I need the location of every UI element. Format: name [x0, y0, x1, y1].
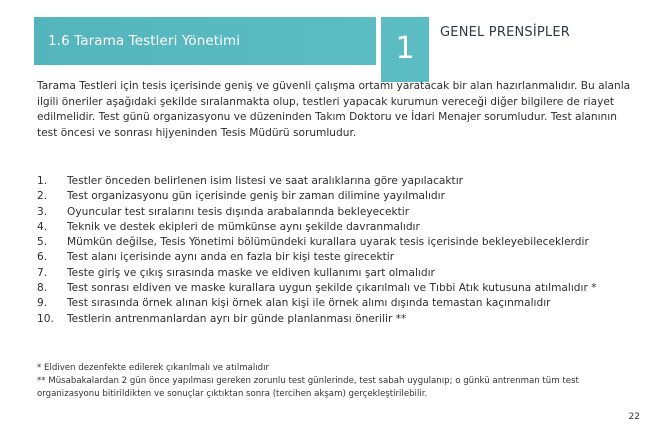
footnote-2: ** Müsabakalardan 2 gün önce yapılması gereken zorunlu test günlerinde, test sabah uygulanıp; o günkü antrenman tüm test organizasyonu bitirildikten ve sonuçlar çıktıktan sonra (tercihen akşam) gerçekleştirilebilir.	[37, 376, 579, 400]
intro-text: Tarama Testleri için tesis içerisinde geniş ve güvenli çalışma ortamı yaratacak bir alan hazırlanmalıdır. Bu alanla ilgili öneriler aşağıdaki şekilde sıralanmakta olup, testleri yapacak kurumun vereceği diğer bilgilere de riayet edilmelidir. Test günü organizasyonu ve düzeninden Takım Doktoru ve İdari Menajer sorumludur. Test alanının test öncesi ve sonrası hijyeninden Tesis Müdürü sorumludur.	[37, 80, 631, 139]
footnote-1: * Eldiven dezenfekte edilerek çıkarılmalı ve atılmalıdır	[37, 363, 270, 373]
section-title: 1.6 Tarama Testleri Yönetimi	[48, 33, 241, 49]
list-item	[37, 189, 637, 204]
chapter-title: GENEL PRENSİPLER	[440, 25, 571, 40]
list-item	[37, 220, 637, 235]
list-text: Test alanı içerisinde aynı anda en fazla bir kişi teste girecektir	[67, 251, 395, 264]
page-number: 22	[628, 412, 640, 422]
list-text: Test organizasyonu gün içerisinde geniş bir zaman dilimine yayılmalıdır	[67, 190, 445, 203]
list-number: 1.	[37, 175, 48, 187]
list-text: Mümkün değilse, Tesis Yönetimi bölümündeki kurallara uyarak tesis içerisinde bekleyebileceklerdir	[67, 236, 589, 249]
chapter-number-box	[381, 17, 429, 82]
list-text: Teknik ve destek ekipleri de mümkünse aynı şekilde davranmalıdır	[67, 220, 420, 233]
list-number: 3.	[37, 205, 48, 218]
chapter-number: 1	[395, 31, 415, 66]
footnotes	[37, 362, 637, 402]
list-item	[37, 296, 637, 311]
list-item	[37, 235, 637, 250]
list-number: 2.	[37, 190, 48, 203]
list-item	[37, 174, 637, 189]
section-header-bar	[34, 17, 376, 65]
list-text: Test sonrası eldiven ve maske kurallara uygun şekilde çıkarılmalı ve Tıbbi Atık kutusuna atılmalıdır *	[67, 282, 597, 295]
list-item	[37, 312, 637, 327]
list-text: Teste giriş ve çıkış sırasında maske ve eldiven kullanımı şart olmalıdır	[67, 266, 435, 279]
list-number: 6.	[37, 251, 48, 264]
list-item	[37, 281, 637, 296]
intro-paragraph	[37, 79, 637, 141]
list-number: 8.	[37, 282, 48, 295]
list-number: 5.	[37, 236, 48, 249]
list-text: Test sırasında örnek alınan kişi örnek alan kişi ile örnek alımı dışında temastan kaçınmalıdır	[67, 297, 551, 310]
list-number: 10.	[37, 312, 54, 325]
list-item	[37, 266, 637, 281]
list-item	[37, 205, 637, 220]
list-number: 9.	[37, 297, 48, 310]
list-item	[37, 250, 637, 265]
list-text: Oyuncular test sıralarını tesis dışında arabalarında bekleyecektir	[67, 205, 410, 218]
list-text: Testler önceden belirlenen isim listesi ve saat aralıklarına göre yapılacaktır	[67, 175, 463, 187]
list-text: Testlerin antrenmanlardan ayrı bir günde planlanması önerilir **	[67, 312, 407, 325]
recommendation-list	[37, 174, 637, 327]
list-number: 7.	[37, 266, 48, 279]
list-number: 4.	[37, 220, 48, 233]
